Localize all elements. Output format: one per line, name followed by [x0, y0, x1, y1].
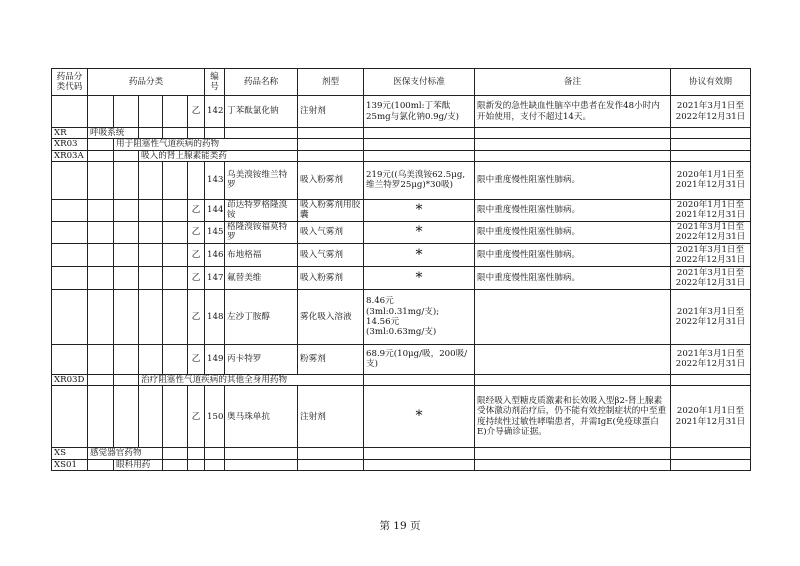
number-cell: 145 — [205, 221, 225, 243]
remark-cell: 限中重度慢性阻塞性肺病。 — [475, 243, 671, 266]
drug-name-cell: 茚达特罗格隆溴铵 — [225, 199, 298, 221]
validity-cell: 2021年3月1日至2022年12月31日 — [671, 221, 751, 243]
grade-cell: 乙 — [188, 96, 205, 128]
category-row-xs01 — [52, 459, 751, 470]
category-row-xr — [52, 128, 751, 139]
payment-cell: 139元(100ml:丁苯酞25mg与氯化钠0.9g/支) — [364, 96, 475, 128]
payment-line: 14.56元 — [366, 316, 400, 327]
table-row — [52, 221, 751, 243]
header-validity: 协议有效期 — [671, 69, 751, 96]
category-label: 吸入的肾上腺素能类药 — [139, 150, 298, 161]
category-row-xr03 — [52, 139, 751, 150]
number-cell: 142 — [205, 96, 225, 128]
grade-cell: 乙 — [188, 221, 205, 243]
payment-cell: 219元((乌美溴铵62.5μg,维兰特罗25μg)*30吸) — [364, 161, 475, 199]
remark-cell — [475, 344, 671, 374]
table-row — [52, 161, 751, 199]
grade-cell: 乙 — [188, 199, 205, 221]
drug-table — [51, 68, 751, 471]
remark-cell: 限中重度慢性阻塞性肺病。 — [475, 199, 671, 221]
dosage-cell: 注射剂 — [298, 96, 364, 128]
grade-cell: 乙 — [188, 289, 205, 344]
payment-cell: * — [364, 266, 475, 289]
dosage-cell: 粉雾剂 — [298, 344, 364, 374]
remark-cell: 限中重度慢性阻塞性肺病。 — [475, 221, 671, 243]
grade-cell — [188, 161, 205, 199]
validity-cell: 2021年3月1日至2022年12月31日 — [671, 266, 751, 289]
payment-cell: * — [364, 386, 475, 448]
number-cell: 146 — [205, 243, 225, 266]
validity-cell: 2021年3月1日至2022年12月31日 — [671, 243, 751, 266]
category-label: 感觉器官药物 — [88, 448, 163, 459]
category-row-xs — [52, 448, 751, 459]
category-label: 呼吸系统 — [88, 128, 139, 139]
remark-cell: 限经吸入型糖皮质激素和长效吸入型β2-肾上腺素受体激动剂治疗后，仍不能有效控制症状的中至重度持续性过敏性哮喘患者，并需IgE(免疫球蛋白E)介导确诊证据。 — [475, 386, 671, 448]
payment-line: (3ml:0.63mg/支) — [366, 327, 437, 338]
category-label: 眼科用药 — [114, 459, 163, 470]
payment-line: (3ml:0.31mg/支); — [366, 306, 440, 317]
validity-cell: 2020年1月1日至2021年12月31日 — [671, 386, 751, 448]
number-cell: 144 — [205, 199, 225, 221]
table-row — [52, 243, 751, 266]
dosage-cell: 注射剂 — [298, 386, 364, 448]
table-row — [52, 386, 751, 448]
drug-name-cell: 乌美溴铵维兰特罗 — [225, 161, 298, 199]
category-code: XS — [52, 448, 88, 459]
category-row-xr03a — [52, 150, 751, 161]
header-code: 药品分类代码 — [52, 69, 88, 96]
grade-cell: 乙 — [188, 386, 205, 448]
drug-name-cell: 格隆溴铵福莫特罗 — [225, 221, 298, 243]
number-cell: 147 — [205, 266, 225, 289]
page-number: 第 19 页 — [379, 520, 421, 532]
grade-cell: 乙 — [188, 344, 205, 374]
remark-cell: 限中重度慢性阻塞性肺病。 — [475, 266, 671, 289]
dosage-cell: 吸入气雾剂 — [298, 243, 364, 266]
category-row-xr03d — [52, 374, 751, 385]
payment-cell: * — [364, 243, 475, 266]
number-cell: 150 — [205, 386, 225, 448]
table-row — [52, 199, 751, 221]
header-number: 编号 — [205, 69, 225, 96]
validity-cell: 2020年1月1日至2021年12月31日 — [671, 161, 751, 199]
payment-cell: * — [364, 221, 475, 243]
drug-name-cell: 丁苯酞氯化钠 — [225, 96, 298, 128]
number-cell: 143 — [205, 161, 225, 199]
dosage-cell: 吸入粉雾剂 — [298, 161, 364, 199]
table-row — [52, 96, 751, 128]
category-code: XR03D — [52, 374, 88, 385]
category-label: 用于阻塞性气道疾病的药物 — [114, 139, 298, 150]
header-dosage: 剂型 — [298, 69, 364, 96]
remark-cell — [475, 289, 671, 344]
category-label: 治疗阻塞性气道疾病的其他全身用药物 — [139, 374, 364, 385]
category-code: XR03A — [52, 150, 88, 161]
header-category: 药品分类 — [88, 69, 205, 96]
drug-name-cell: 奥马珠单抗 — [225, 386, 298, 448]
table-row — [52, 289, 751, 344]
payment-cell: * — [364, 199, 475, 221]
drug-name-cell: 左沙丁胺醇 — [225, 289, 298, 344]
dosage-cell: 吸入气雾剂 — [298, 221, 364, 243]
dosage-cell: 雾化吸入溶液 — [298, 289, 364, 344]
dosage-cell: 吸入粉雾剂 — [298, 266, 364, 289]
drug-name-cell: 丙卡特罗 — [225, 344, 298, 374]
remark-cell: 限新发的急性缺血性脑卒中患者在发作48小时内开始使用，支付不超过14天。 — [475, 96, 671, 128]
validity-cell: 2021年3月1日至2022年12月31日 — [671, 344, 751, 374]
drug-name-cell: 氟替美维 — [225, 266, 298, 289]
payment-line: 8.46元 — [366, 296, 394, 307]
validity-cell: 2021年3月1日至2022年12月31日 — [671, 289, 751, 344]
table-row — [52, 266, 751, 289]
grade-cell: 乙 — [188, 243, 205, 266]
header-payment: 医保支付标准 — [364, 69, 475, 96]
number-cell: 148 — [205, 289, 225, 344]
category-code: XS01 — [52, 459, 88, 470]
payment-cell: 68.9元(10μg/吸，200吸/支) — [364, 344, 475, 374]
drug-name-cell: 布地格福 — [225, 243, 298, 266]
category-code: XR03 — [52, 139, 88, 150]
payment-cell — [364, 289, 475, 344]
header-row — [52, 69, 751, 96]
header-remark: 备注 — [475, 69, 671, 96]
remark-cell: 限中重度慢性阻塞性肺病。 — [475, 161, 671, 199]
header-name: 药品名称 — [225, 69, 298, 96]
validity-cell: 2021年3月1日至2022年12月31日 — [671, 96, 751, 128]
category-code: XR — [52, 128, 88, 139]
number-cell: 149 — [205, 344, 225, 374]
validity-cell: 2020年1月1日至2021年12月31日 — [671, 199, 751, 221]
table-row — [52, 344, 751, 374]
grade-cell: 乙 — [188, 266, 205, 289]
dosage-cell: 吸入粉雾剂用胶囊 — [298, 199, 364, 221]
